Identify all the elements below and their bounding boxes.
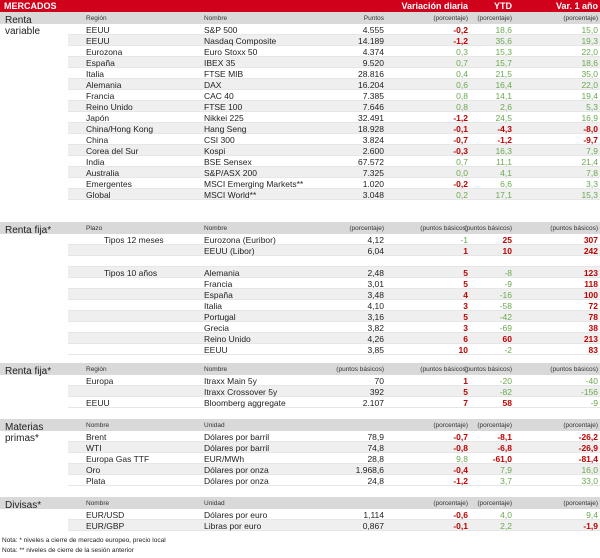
cell-year: 15,0 xyxy=(581,25,598,35)
cell-year: -26,9 xyxy=(578,443,598,453)
table-row xyxy=(68,311,600,322)
cell-year: -9 xyxy=(590,398,598,408)
cell-label: Emergentes xyxy=(86,179,132,189)
cell-ytd: 4,0 xyxy=(500,510,512,520)
col-name: Nombre xyxy=(204,225,228,232)
table-row xyxy=(68,90,600,101)
table-row xyxy=(68,57,600,68)
cell-name: Dólares por onza xyxy=(204,465,269,475)
cell-name: Nasdaq Composite xyxy=(204,36,277,46)
cell-label: Australia xyxy=(86,168,120,178)
cell-ytd: 21,5 xyxy=(495,69,512,79)
cell-name: Libras por euro xyxy=(204,521,262,531)
cell-ytd: -2 xyxy=(504,345,512,355)
cell-label: Europa Gas TTF xyxy=(86,454,150,464)
cell-daily: -1,2 xyxy=(453,113,468,123)
table-row xyxy=(68,475,600,486)
section-materias-primas xyxy=(0,419,600,487)
cell-ytd: 17,1 xyxy=(495,190,512,200)
cell-year: 123 xyxy=(583,268,598,278)
cell-year: 16,0 xyxy=(581,465,598,475)
cell-ytd: 6,6 xyxy=(500,179,512,189)
cell-daily: 9,8 xyxy=(456,454,468,464)
cell-level: 0,867 xyxy=(362,521,384,531)
cell-name: EUR/MWh xyxy=(204,454,245,464)
cell-name: España xyxy=(204,290,233,300)
cell-name: CSI 300 xyxy=(204,135,235,145)
cell-level: 67.572 xyxy=(358,157,384,167)
cell-label: Tipos 12 meses xyxy=(104,235,164,245)
cell-year: 35,0 xyxy=(581,69,598,79)
cell-ytd: 11,1 xyxy=(496,157,512,167)
section-renta-variable xyxy=(0,12,600,210)
cell-daily: -0,1 xyxy=(453,124,468,134)
table-row xyxy=(68,112,600,123)
cell-year: -1,9 xyxy=(583,521,598,531)
col-name: Nombre xyxy=(204,366,228,373)
cell-name: Kospi xyxy=(204,146,226,156)
table-row xyxy=(68,234,600,245)
cell-name: EEUU (Libor) xyxy=(204,246,255,256)
table-row xyxy=(68,167,600,178)
col-unit: Unidad xyxy=(204,422,225,429)
table-row xyxy=(68,123,600,134)
cell-level: 24,8 xyxy=(367,476,384,486)
col-region: Región xyxy=(86,366,107,373)
cell-daily: 5 xyxy=(463,279,468,289)
cell-daily: 5 xyxy=(463,312,468,322)
cell-daily: 0,0 xyxy=(456,168,468,178)
cell-level: 3,16 xyxy=(367,312,384,322)
cell-ytd: -6,8 xyxy=(497,443,512,453)
cell-daily: -0,1 xyxy=(453,521,468,531)
cell-level: 3,82 xyxy=(367,323,384,333)
cell-ytd: -8,1 xyxy=(497,432,512,442)
table-row xyxy=(68,397,600,408)
cell-level: 3,48 xyxy=(367,290,384,300)
cell-label: EEUU xyxy=(86,25,110,35)
cell-level: 3,85 xyxy=(367,345,384,355)
section-title: Renta variable xyxy=(0,12,68,24)
table-row xyxy=(68,464,600,475)
cell-daily: -0,2 xyxy=(453,25,468,35)
col-year: (porcentaje) xyxy=(563,15,598,22)
cell-name: S&P/ASX 200 xyxy=(204,168,257,178)
cell-name: Eurozona (Euribor) xyxy=(204,235,276,245)
cell-label: WTI xyxy=(86,443,102,453)
cell-ytd: 15,7 xyxy=(495,58,512,68)
cell-ytd: 2,2 xyxy=(500,521,512,531)
cell-label: EUR/GBP xyxy=(86,521,125,531)
cell-level: 1.020 xyxy=(362,179,384,189)
cell-label: China xyxy=(86,135,109,145)
cell-year: 21,4 xyxy=(581,157,598,167)
table-row xyxy=(68,386,600,397)
cell-level: 3.048 xyxy=(362,190,384,200)
cell-daily: 6 xyxy=(463,334,468,344)
cell-level: 4.555 xyxy=(362,25,384,35)
column-header xyxy=(68,363,600,375)
col-year: (puntos básicos) xyxy=(550,225,598,232)
cell-year: 83 xyxy=(588,345,598,355)
cell-level: 2.600 xyxy=(362,146,384,156)
cell-daily: 0,3 xyxy=(456,47,468,57)
cell-level: 1,114 xyxy=(363,510,384,520)
cell-year: 5,3 xyxy=(586,102,598,112)
table-row xyxy=(68,300,600,311)
cell-year: 7,8 xyxy=(586,168,598,178)
cell-name: BSE Sensex xyxy=(204,157,252,167)
cell-name: Dólares por onza xyxy=(204,476,269,486)
cell-ytd: 60 xyxy=(502,334,512,344)
table-row xyxy=(68,267,600,278)
column-header xyxy=(68,497,600,509)
cell-name: Italia xyxy=(204,301,222,311)
cell-level: 16.204 xyxy=(358,80,384,90)
footnote-1: Nota: * niveles a cierre de mercado europeo, precio local xyxy=(2,537,166,544)
cell-ytd: 18,6 xyxy=(495,25,512,35)
cell-year: 100 xyxy=(583,290,598,300)
cell-ytd: -9 xyxy=(504,279,512,289)
cell-label: China/Hong Kong xyxy=(86,124,154,134)
cell-level: 4,10 xyxy=(367,301,384,311)
cell-name: MSCI World** xyxy=(204,190,257,200)
cell-name: Nikkei 225 xyxy=(204,113,244,123)
cell-daily: 0,6 xyxy=(456,80,468,90)
cell-daily: -0,3 xyxy=(453,146,468,156)
cell-label: Brent xyxy=(86,432,107,442)
cell-level: 78,9 xyxy=(367,432,384,442)
cell-daily: 10 xyxy=(458,345,468,355)
table-row xyxy=(68,278,600,289)
cell-level: 2.107 xyxy=(362,398,384,408)
table-row xyxy=(68,322,600,333)
cell-name: Hang Seng xyxy=(204,124,247,134)
cell-label: Eurozona xyxy=(86,47,123,57)
cell-year: -40 xyxy=(585,376,598,386)
cell-label: Reino Unido xyxy=(86,102,133,112)
cell-level: 4,26 xyxy=(367,334,384,344)
cell-name: Portugal xyxy=(204,312,236,322)
cell-year: -8,0 xyxy=(583,124,598,134)
cell-year: 33,0 xyxy=(581,476,598,486)
cell-daily: 3 xyxy=(463,301,468,311)
table-row xyxy=(68,189,600,200)
cell-year: 307 xyxy=(583,235,598,245)
cell-name: IBEX 35 xyxy=(204,58,236,68)
cell-year: 118 xyxy=(584,279,598,289)
table-row xyxy=(68,134,600,145)
cell-ytd: 16,3 xyxy=(495,146,512,156)
cell-level: 392 xyxy=(369,387,384,397)
col-unit: Unidad xyxy=(204,500,225,507)
table-row xyxy=(68,245,600,256)
cell-label: Italia xyxy=(86,69,104,79)
table-row xyxy=(68,375,600,386)
cell-label: Tipos 10 años xyxy=(104,268,158,278)
cell-year: 38 xyxy=(588,323,598,333)
table-row xyxy=(68,68,600,79)
table-row xyxy=(68,520,600,531)
cell-year: -156 xyxy=(580,387,598,397)
table-row xyxy=(68,344,600,355)
cell-level: 2,48 xyxy=(367,268,384,278)
col-name: Nombre xyxy=(86,422,110,429)
cell-label: Europa xyxy=(86,376,114,386)
col-region: Región xyxy=(86,15,107,22)
cell-daily: 0,4 xyxy=(456,69,468,79)
cell-level: 7.325 xyxy=(362,168,384,178)
cell-daily: -0,2 xyxy=(453,179,468,189)
cell-ytd: -58 xyxy=(499,301,512,311)
footnote-2: Nota: ** niveles de cierre de la sesión anterior xyxy=(2,547,134,554)
table-row xyxy=(68,333,600,344)
cell-year: 72 xyxy=(588,301,598,311)
cell-ytd: 58 xyxy=(502,398,512,408)
cell-daily: 5 xyxy=(463,268,468,278)
cell-level: 28.816 xyxy=(358,69,384,79)
cell-name: Bloomberg aggregate xyxy=(204,398,286,408)
col-year: (porcentaje) xyxy=(563,500,598,507)
cell-ytd: -20 xyxy=(499,376,512,386)
cell-ytd: 2,6 xyxy=(500,102,512,112)
cell-name: Grecia xyxy=(204,323,230,333)
header-col-daily: Variación diaria xyxy=(401,1,468,11)
cell-year: 9,4 xyxy=(586,510,598,520)
cell-name: FTSE MIB xyxy=(204,69,244,79)
table-row xyxy=(68,289,600,300)
cell-ytd: 4,1 xyxy=(500,168,512,178)
cell-ytd: -82 xyxy=(499,387,512,397)
col-year: (puntos básicos) xyxy=(550,366,598,373)
cell-label: Oro xyxy=(86,465,101,475)
cell-label: Plata xyxy=(86,476,106,486)
cell-ytd: -16 xyxy=(499,290,512,300)
header-col-year: Var. 1 año xyxy=(555,1,598,11)
col-ytd: (puntos básicos) xyxy=(464,366,512,373)
table-row xyxy=(68,431,600,442)
cell-label: EEUU xyxy=(86,36,110,46)
cell-label: Corea del Sur xyxy=(86,146,139,156)
cell-level: 4,12 xyxy=(367,235,384,245)
table-row xyxy=(68,509,600,520)
cell-daily: -1,2 xyxy=(453,476,468,486)
cell-name: Euro Stoxx 50 xyxy=(204,47,258,57)
column-header xyxy=(68,12,600,24)
section-title: Renta fija* xyxy=(0,222,68,234)
cell-daily: -0,7 xyxy=(453,432,468,442)
cell-ytd: 10 xyxy=(502,246,512,256)
section-title: Divisas* xyxy=(0,497,68,509)
col-points: Puntos xyxy=(363,15,384,22)
table-row xyxy=(68,35,600,46)
col-level: (porcentaje) xyxy=(349,225,384,232)
cell-ytd: 24,5 xyxy=(495,113,512,123)
cell-name: Dólares por barril xyxy=(204,443,270,453)
cell-level: 18.928 xyxy=(358,124,384,134)
cell-daily: -0,6 xyxy=(453,510,468,520)
section-divisas xyxy=(0,497,600,531)
cell-daily: 1 xyxy=(463,376,468,386)
table-row xyxy=(68,79,600,90)
cell-ytd: 16,4 xyxy=(495,80,512,90)
column-header xyxy=(68,222,600,234)
cell-year: 19,3 xyxy=(581,36,598,46)
cell-ytd: 15,3 xyxy=(495,47,512,57)
cell-name: FTSE 100 xyxy=(204,102,243,112)
cell-label: EUR/USD xyxy=(86,510,125,520)
cell-daily: -0,4 xyxy=(453,465,468,475)
col-daily: (porcentaje) xyxy=(433,15,468,22)
table-row xyxy=(68,24,600,35)
cell-ytd: 35,6 xyxy=(495,36,512,46)
cell-level: 4.374 xyxy=(362,47,384,57)
header-title: MERCADOS xyxy=(4,1,57,11)
cell-ytd: 7,9 xyxy=(500,465,512,475)
cell-year: 213 xyxy=(583,334,598,344)
cell-label: Japón xyxy=(86,113,110,123)
markets-header xyxy=(0,0,600,12)
cell-daily: 4 xyxy=(463,290,468,300)
table-row xyxy=(68,256,600,267)
cell-year: 78 xyxy=(588,312,598,322)
cell-name: S&P 500 xyxy=(204,25,238,35)
cell-level: 14.189 xyxy=(358,36,384,46)
table-row xyxy=(68,101,600,112)
section-title: Renta fija* xyxy=(0,363,68,375)
cell-name: MSCI Emerging Markets** xyxy=(204,179,304,189)
col-level: (puntos básicos) xyxy=(336,366,384,373)
cell-label: EEUU xyxy=(86,398,110,408)
cell-name: CAC 40 xyxy=(204,91,234,101)
cell-year: 242 xyxy=(583,246,598,256)
cell-year: -9,7 xyxy=(583,135,598,145)
cell-year: 15,3 xyxy=(581,190,598,200)
cell-level: 32.491 xyxy=(358,113,384,123)
cell-daily: 5 xyxy=(463,387,468,397)
cell-ytd: -8 xyxy=(504,268,512,278)
cell-daily: 0,7 xyxy=(456,58,468,68)
cell-daily: 0,8 xyxy=(456,91,468,101)
table-row xyxy=(68,442,600,453)
cell-daily: -1 xyxy=(460,235,468,245)
cell-level: 74,8 xyxy=(367,443,384,453)
cell-label: Global xyxy=(86,190,111,200)
cell-daily: -0,7 xyxy=(453,135,468,145)
section-title: Materias primas* xyxy=(0,419,68,431)
cell-year: 22,0 xyxy=(581,80,598,90)
cell-year: 22,0 xyxy=(581,47,598,57)
cell-year: 16,9 xyxy=(581,113,598,123)
cell-ytd: -61,0 xyxy=(492,454,512,464)
cell-ytd: 25 xyxy=(502,235,512,245)
cell-name: DAX xyxy=(204,80,222,90)
col-ytd: (porcentaje) xyxy=(477,500,512,507)
col-daily: (porcentaje) xyxy=(433,500,468,507)
table-row xyxy=(68,453,600,464)
col-ytd: (puntos básicos) xyxy=(464,225,512,232)
cell-label: España xyxy=(86,58,115,68)
table-row xyxy=(68,156,600,167)
section-renta-fija-tipos xyxy=(0,222,600,356)
cell-name: Itraxx Main 5y xyxy=(204,376,257,386)
cell-daily: 0,2 xyxy=(456,190,468,200)
cell-year: -26,2 xyxy=(578,432,598,442)
table-row xyxy=(68,145,600,156)
cell-name: Reino Unido xyxy=(204,334,251,344)
col-daily: (puntos básicos) xyxy=(420,366,468,373)
cell-year: 3,3 xyxy=(586,179,598,189)
cell-level: 1.968,6 xyxy=(355,465,384,475)
cell-daily: -1,2 xyxy=(453,36,468,46)
col-plazo: Plazo xyxy=(86,225,103,232)
cell-ytd: -42 xyxy=(499,312,512,322)
cell-name: Dólares por euro xyxy=(204,510,268,520)
cell-daily: 1 xyxy=(463,246,468,256)
cell-ytd: 14,1 xyxy=(495,91,512,101)
cell-name: Alemania xyxy=(204,268,240,278)
cell-level: 7.646 xyxy=(362,102,384,112)
cell-ytd: -1,2 xyxy=(497,135,512,145)
cell-daily: -0,8 xyxy=(453,443,468,453)
cell-daily: 7 xyxy=(463,398,468,408)
cell-year: 18,6 xyxy=(581,58,598,68)
cell-label: Alemania xyxy=(86,80,122,90)
cell-year: 19,4 xyxy=(581,91,598,101)
cell-name: Dólares por barril xyxy=(204,432,270,442)
cell-name: Itraxx Crossover 5y xyxy=(204,387,278,397)
col-ytd: (porcentaje) xyxy=(477,422,512,429)
column-header xyxy=(68,419,600,431)
cell-daily: 0,7 xyxy=(456,157,468,167)
col-name: Nombre xyxy=(86,500,110,507)
col-daily: (porcentaje) xyxy=(433,422,468,429)
cell-daily: 0,8 xyxy=(456,102,468,112)
cell-level: 7.385 xyxy=(362,91,384,101)
section-renta-fija-credito xyxy=(0,363,600,409)
cell-level: 3.824 xyxy=(362,135,384,145)
cell-name: Francia xyxy=(204,279,233,289)
cell-name: EEUU xyxy=(204,345,228,355)
cell-label: Francia xyxy=(86,91,115,101)
header-col-ytd: YTD xyxy=(494,1,512,11)
table-row xyxy=(68,46,600,57)
cell-level: 6,04 xyxy=(367,246,384,256)
col-name: Nombre xyxy=(204,15,228,22)
cell-level: 3,01 xyxy=(367,279,384,289)
cell-label: India xyxy=(86,157,105,167)
col-year: (porcentaje) xyxy=(563,422,598,429)
cell-level: 70 xyxy=(374,376,384,386)
cell-level: 28,8 xyxy=(367,454,384,464)
col-daily: (puntos básicos) xyxy=(420,225,468,232)
cell-level: 9.520 xyxy=(362,58,384,68)
cell-daily: 3 xyxy=(463,323,468,333)
cell-ytd: -4,3 xyxy=(497,124,512,134)
table-row xyxy=(68,178,600,189)
cell-ytd: -69 xyxy=(499,323,512,333)
cell-ytd: 3,7 xyxy=(500,476,512,486)
cell-year: 7,9 xyxy=(586,146,598,156)
cell-year: -81,4 xyxy=(578,454,598,464)
col-ytd: (porcentaje) xyxy=(477,15,512,22)
